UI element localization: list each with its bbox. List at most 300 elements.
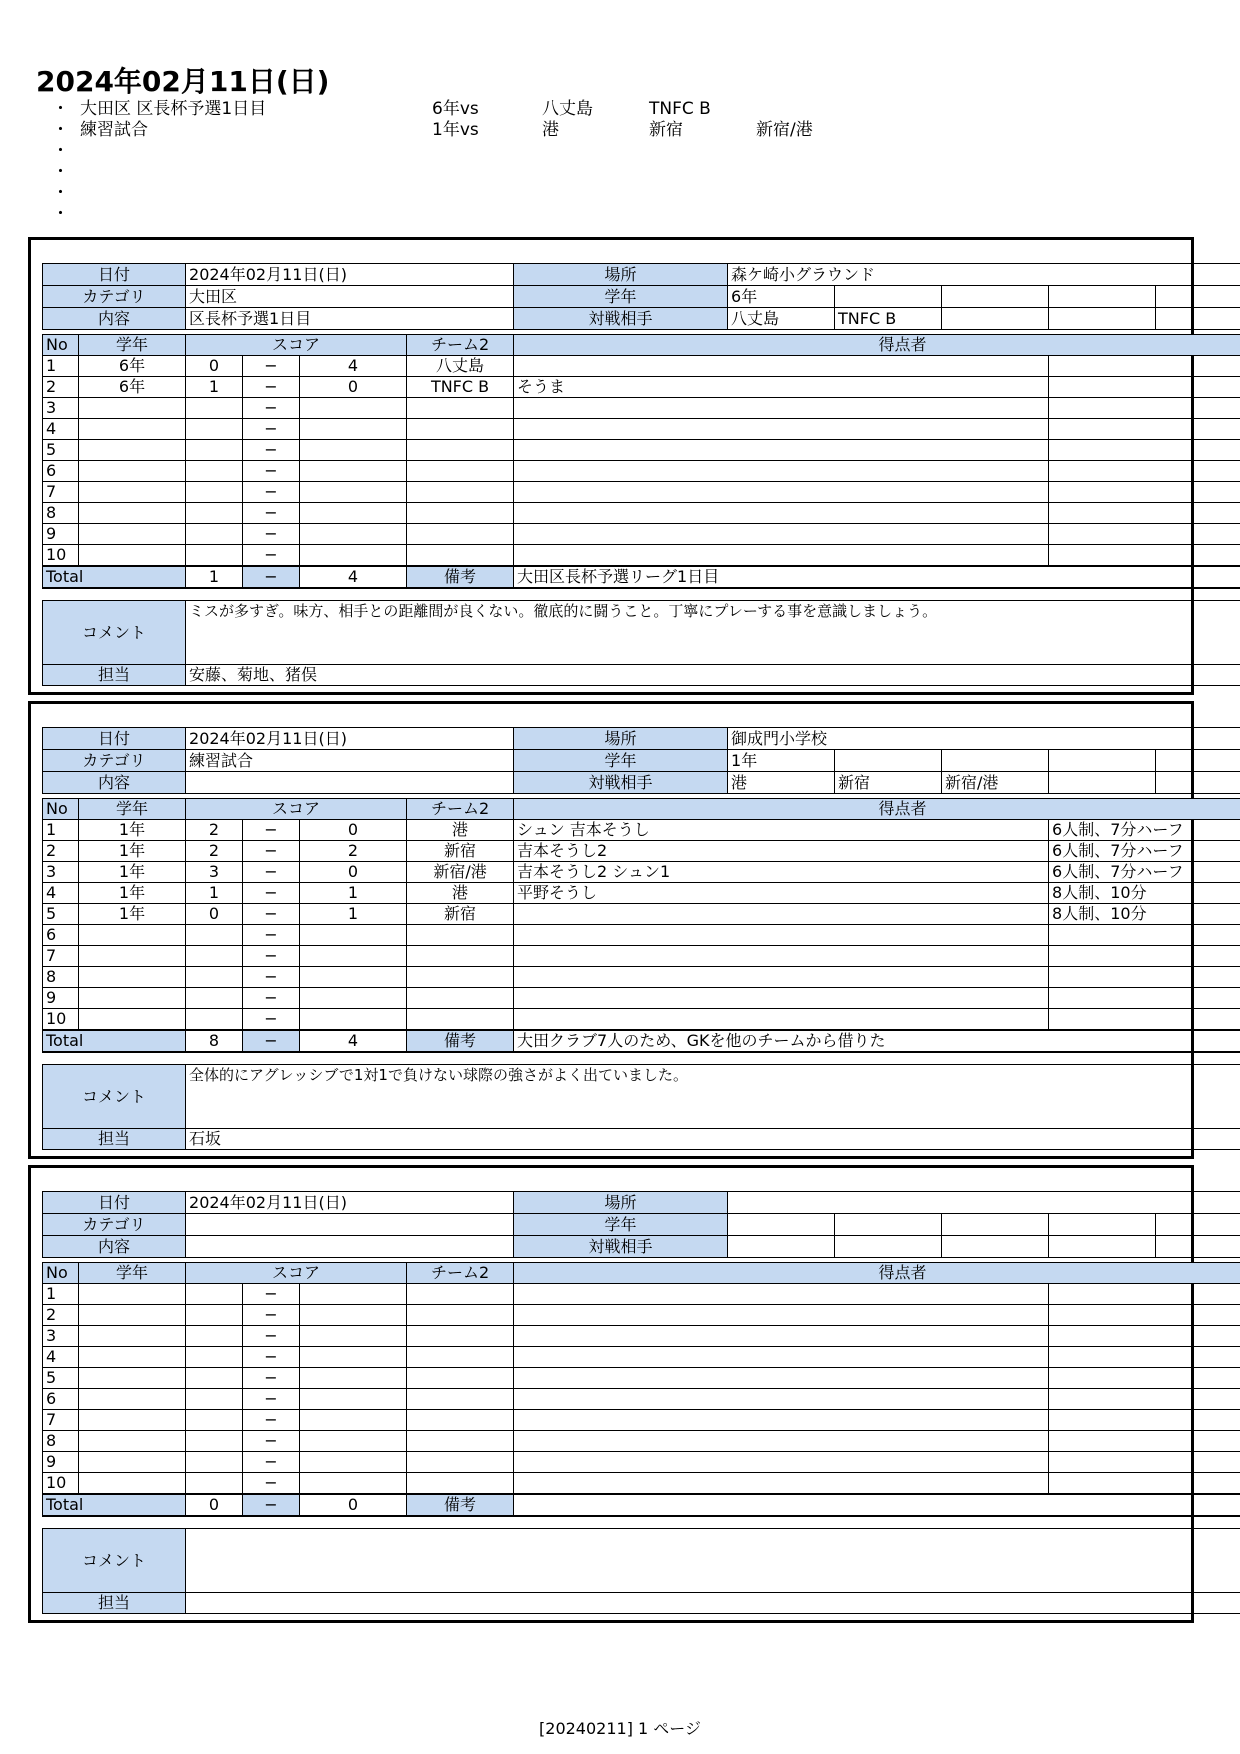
score-dash: − bbox=[243, 1452, 300, 1473]
row-scorer bbox=[514, 1410, 1049, 1431]
row-team2 bbox=[407, 1410, 514, 1431]
row-score-own bbox=[186, 925, 243, 946]
row-no: 7 bbox=[43, 1410, 79, 1431]
match-content: 区長杯予選1日目 bbox=[186, 308, 514, 330]
row-no: 7 bbox=[43, 946, 79, 967]
row-team2 bbox=[407, 1452, 514, 1473]
match-grade: 1年 bbox=[728, 750, 835, 772]
table-row bbox=[43, 503, 1240, 524]
row-score-own: 2 bbox=[186, 820, 243, 841]
match-remarks bbox=[514, 1494, 1240, 1516]
row-grade bbox=[79, 1410, 186, 1431]
cell bbox=[1049, 286, 1156, 308]
label-category: カテゴリ bbox=[43, 1214, 186, 1236]
row-no: 8 bbox=[43, 503, 79, 524]
match-info-table bbox=[42, 727, 1240, 794]
row-team2 bbox=[407, 1389, 514, 1410]
row-note bbox=[1049, 946, 1240, 967]
table-row bbox=[43, 841, 1240, 862]
row-no: 6 bbox=[43, 1389, 79, 1410]
table-row bbox=[43, 988, 1240, 1009]
total-score-own: 0 bbox=[186, 1494, 243, 1516]
cell bbox=[942, 286, 1049, 308]
match-category: 大田区 bbox=[186, 286, 514, 308]
row-team2 bbox=[407, 440, 514, 461]
row-grade bbox=[79, 1431, 186, 1452]
row-no: 1 bbox=[43, 356, 79, 377]
label-opponent: 対戦相手 bbox=[514, 772, 728, 794]
header-scorer: 得点者 bbox=[514, 1263, 1240, 1284]
row-no: 9 bbox=[43, 988, 79, 1009]
match-content bbox=[186, 772, 514, 794]
row-no: 2 bbox=[43, 377, 79, 398]
label-date: 日付 bbox=[43, 728, 186, 750]
row-grade: 1年 bbox=[79, 862, 186, 883]
summary-cell: 6年vs bbox=[432, 99, 479, 119]
row-grade: 1年 bbox=[79, 820, 186, 841]
match-content bbox=[186, 1236, 514, 1258]
row-score-opp bbox=[300, 545, 407, 567]
row-score-opp bbox=[300, 1368, 407, 1389]
row-note bbox=[1049, 1431, 1240, 1452]
score-dash: − bbox=[243, 1284, 300, 1305]
row-score-own bbox=[186, 946, 243, 967]
row-score-own: 0 bbox=[186, 904, 243, 925]
score-dash: − bbox=[243, 398, 300, 419]
opponent-cell: 新宿/港 bbox=[942, 772, 1049, 794]
match-remarks: 大田クラブ7人のため、GKを他のチームから借りた bbox=[514, 1030, 1240, 1052]
row-score-opp: 0 bbox=[300, 377, 407, 398]
row-no: 5 bbox=[43, 440, 79, 461]
row-score-own bbox=[186, 440, 243, 461]
row-scorer bbox=[514, 925, 1049, 946]
comment-table bbox=[42, 1064, 1240, 1150]
total-row bbox=[43, 566, 1240, 588]
label-place: 場所 bbox=[514, 264, 728, 286]
score-dash: − bbox=[243, 1431, 300, 1452]
row-note bbox=[1049, 988, 1240, 1009]
row-scorer bbox=[514, 1473, 1049, 1495]
row-note bbox=[1049, 925, 1240, 946]
score-dash: − bbox=[243, 862, 300, 883]
row-score-own bbox=[186, 461, 243, 482]
cell bbox=[1156, 750, 1240, 772]
row-score-own bbox=[186, 545, 243, 567]
label-notes: 備考 bbox=[407, 1030, 514, 1052]
table-row bbox=[43, 883, 1240, 904]
row-score-own bbox=[186, 1009, 243, 1031]
row-scorer bbox=[514, 482, 1049, 503]
opponent-cell bbox=[942, 1236, 1049, 1258]
score-dash: − bbox=[243, 1305, 300, 1326]
row-grade bbox=[79, 967, 186, 988]
row-note bbox=[1049, 1368, 1240, 1389]
row-scorer: 吉本そうし2 bbox=[514, 841, 1049, 862]
label-grade: 学年 bbox=[514, 750, 728, 772]
match-category: 練習試合 bbox=[186, 750, 514, 772]
table-row bbox=[43, 482, 1240, 503]
row-no: 2 bbox=[43, 841, 79, 862]
row-score-opp bbox=[300, 503, 407, 524]
row-scorer bbox=[514, 1368, 1049, 1389]
row-score-own bbox=[186, 988, 243, 1009]
opponent-cell bbox=[835, 1236, 942, 1258]
label-notes: 備考 bbox=[407, 566, 514, 588]
row-grade: 1年 bbox=[79, 904, 186, 925]
row-team2 bbox=[407, 545, 514, 567]
cell bbox=[942, 750, 1049, 772]
row-team2: 新宿/港 bbox=[407, 862, 514, 883]
opponent-cell: 新宿 bbox=[835, 772, 942, 794]
row-score-own bbox=[186, 1452, 243, 1473]
score-dash: − bbox=[243, 482, 300, 503]
opponent-cell bbox=[1049, 1236, 1156, 1258]
table-row bbox=[43, 1347, 1240, 1368]
bullet-icon: ・ bbox=[52, 120, 69, 140]
header-grade: 学年 bbox=[79, 799, 186, 820]
score-dash: − bbox=[243, 524, 300, 545]
match-comment bbox=[186, 1529, 1240, 1593]
row-note bbox=[1049, 524, 1240, 545]
row-grade bbox=[79, 482, 186, 503]
row-grade bbox=[79, 1473, 186, 1495]
row-score-opp bbox=[300, 1452, 407, 1473]
row-score-opp: 0 bbox=[300, 862, 407, 883]
score-table bbox=[42, 798, 1240, 1053]
label-category: カテゴリ bbox=[43, 286, 186, 308]
row-note bbox=[1049, 1473, 1240, 1495]
row-note: 6人制、7分ハーフ bbox=[1049, 862, 1240, 883]
row-team2 bbox=[407, 1326, 514, 1347]
table-row bbox=[43, 925, 1240, 946]
score-dash: − bbox=[243, 988, 300, 1009]
row-grade: 6年 bbox=[79, 377, 186, 398]
cell bbox=[835, 1214, 942, 1236]
total-score-opp: 0 bbox=[300, 1494, 407, 1516]
table-row bbox=[43, 1410, 1240, 1431]
table-row bbox=[43, 398, 1240, 419]
score-dash: − bbox=[243, 1473, 300, 1495]
row-scorer bbox=[514, 419, 1049, 440]
match-staff: 安藤、菊地、猪俣 bbox=[186, 665, 1240, 686]
row-note: 8人制、10分 bbox=[1049, 883, 1240, 904]
match-staff: 石坂 bbox=[186, 1129, 1240, 1150]
row-note bbox=[1049, 356, 1240, 377]
score-dash: − bbox=[243, 1326, 300, 1347]
comment-table bbox=[42, 600, 1240, 686]
header-grade: 学年 bbox=[79, 335, 186, 356]
opponent-cell bbox=[1156, 1236, 1240, 1258]
row-team2: 新宿 bbox=[407, 904, 514, 925]
row-grade bbox=[79, 1389, 186, 1410]
total-score-opp: 4 bbox=[300, 1030, 407, 1052]
row-score-opp bbox=[300, 1305, 407, 1326]
summary-cell: 練習試合 bbox=[80, 120, 148, 140]
row-grade bbox=[79, 925, 186, 946]
row-note bbox=[1049, 1389, 1240, 1410]
score-dash: − bbox=[243, 1368, 300, 1389]
row-scorer bbox=[514, 503, 1049, 524]
table-row bbox=[43, 1389, 1240, 1410]
page-footer: [20240211] 1 ページ bbox=[539, 1719, 701, 1738]
row-grade bbox=[79, 1305, 186, 1326]
label-grade: 学年 bbox=[514, 286, 728, 308]
row-score-own bbox=[186, 1305, 243, 1326]
row-no: 7 bbox=[43, 482, 79, 503]
row-scorer bbox=[514, 1389, 1049, 1410]
row-scorer bbox=[514, 1347, 1049, 1368]
row-grade bbox=[79, 398, 186, 419]
page-title: 2024年02月11日(日) bbox=[36, 65, 330, 98]
row-no: 10 bbox=[43, 1009, 79, 1031]
row-no: 1 bbox=[43, 820, 79, 841]
row-grade: 1年 bbox=[79, 883, 186, 904]
row-score-opp bbox=[300, 1431, 407, 1452]
row-score-own: 1 bbox=[186, 883, 243, 904]
row-scorer bbox=[514, 1305, 1049, 1326]
row-score-own bbox=[186, 1284, 243, 1305]
row-grade bbox=[79, 988, 186, 1009]
cell bbox=[1049, 750, 1156, 772]
header-team2: チーム2 bbox=[407, 799, 514, 820]
table-row bbox=[43, 1473, 1240, 1495]
row-score-opp bbox=[300, 482, 407, 503]
table-row bbox=[43, 545, 1240, 567]
row-grade bbox=[79, 1347, 186, 1368]
row-score-own bbox=[186, 1410, 243, 1431]
row-scorer bbox=[514, 524, 1049, 545]
score-dash: − bbox=[243, 440, 300, 461]
score-dash: − bbox=[243, 1410, 300, 1431]
row-team2 bbox=[407, 419, 514, 440]
score-dash: − bbox=[243, 566, 300, 588]
row-scorer: シュン 吉本そうし bbox=[514, 820, 1049, 841]
table-row bbox=[43, 904, 1240, 925]
label-comment: コメント bbox=[43, 1065, 186, 1129]
row-scorer bbox=[514, 946, 1049, 967]
row-team2 bbox=[407, 988, 514, 1009]
row-note bbox=[1049, 1009, 1240, 1031]
row-scorer bbox=[514, 904, 1049, 925]
row-note bbox=[1049, 1326, 1240, 1347]
row-team2: TNFC B bbox=[407, 377, 514, 398]
row-score-own: 1 bbox=[186, 377, 243, 398]
header-grade: 学年 bbox=[79, 1263, 186, 1284]
row-note: 8人制、10分 bbox=[1049, 904, 1240, 925]
label-staff: 担当 bbox=[43, 665, 186, 686]
row-no: 5 bbox=[43, 1368, 79, 1389]
table-row bbox=[43, 440, 1240, 461]
row-scorer bbox=[514, 1326, 1049, 1347]
row-score-opp bbox=[300, 461, 407, 482]
score-dash: − bbox=[243, 1347, 300, 1368]
summary-cell: 新宿/港 bbox=[756, 120, 813, 140]
label-total: Total bbox=[43, 1494, 186, 1516]
row-grade bbox=[79, 1284, 186, 1305]
label-place: 場所 bbox=[514, 1192, 728, 1214]
table-row bbox=[43, 1368, 1240, 1389]
score-dash: − bbox=[243, 503, 300, 524]
row-grade bbox=[79, 545, 186, 567]
row-scorer bbox=[514, 356, 1049, 377]
match-grade bbox=[728, 1214, 835, 1236]
row-team2 bbox=[407, 1473, 514, 1495]
match-staff bbox=[186, 1593, 1240, 1614]
row-scorer: そうま bbox=[514, 377, 1049, 398]
header-scorer: 得点者 bbox=[514, 799, 1240, 820]
bullet-icon: ・ bbox=[52, 141, 69, 161]
match-record-section bbox=[28, 701, 1194, 1159]
table-row bbox=[43, 1305, 1240, 1326]
label-content: 内容 bbox=[43, 308, 186, 330]
score-dash: − bbox=[243, 820, 300, 841]
row-no: 5 bbox=[43, 904, 79, 925]
row-score-opp bbox=[300, 946, 407, 967]
table-row bbox=[43, 820, 1240, 841]
label-notes: 備考 bbox=[407, 1494, 514, 1516]
row-no: 9 bbox=[43, 1452, 79, 1473]
row-grade bbox=[79, 440, 186, 461]
row-grade bbox=[79, 524, 186, 545]
row-note bbox=[1049, 503, 1240, 524]
row-grade bbox=[79, 503, 186, 524]
bullet-icon: ・ bbox=[52, 99, 69, 119]
total-row bbox=[43, 1494, 1240, 1516]
opponent-cell: 港 bbox=[728, 772, 835, 794]
row-no: 3 bbox=[43, 862, 79, 883]
match-record-section bbox=[28, 237, 1194, 695]
row-score-own bbox=[186, 1326, 243, 1347]
bullet-icon: ・ bbox=[52, 183, 69, 203]
opponent-cell bbox=[728, 1236, 835, 1258]
label-comment: コメント bbox=[43, 1529, 186, 1593]
row-scorer bbox=[514, 1284, 1049, 1305]
label-date: 日付 bbox=[43, 1192, 186, 1214]
score-table bbox=[42, 334, 1240, 589]
match-place bbox=[728, 1192, 1240, 1214]
cell bbox=[835, 750, 942, 772]
row-scorer bbox=[514, 440, 1049, 461]
table-row bbox=[43, 967, 1240, 988]
row-grade bbox=[79, 461, 186, 482]
cell bbox=[1049, 1214, 1156, 1236]
match-place: 森ケ崎小グラウンド bbox=[728, 264, 1240, 286]
row-no: 6 bbox=[43, 925, 79, 946]
row-score-own bbox=[186, 1389, 243, 1410]
row-scorer bbox=[514, 461, 1049, 482]
row-note bbox=[1049, 461, 1240, 482]
total-row bbox=[43, 1030, 1240, 1052]
row-score-own bbox=[186, 1368, 243, 1389]
row-note: 6人制、7分ハーフ bbox=[1049, 841, 1240, 862]
opponent-cell: 八丈島 bbox=[728, 308, 835, 330]
label-total: Total bbox=[43, 1030, 186, 1052]
row-note bbox=[1049, 545, 1240, 567]
score-dash: − bbox=[243, 883, 300, 904]
summary-cell: 1年vs bbox=[432, 120, 479, 140]
match-remarks: 大田区長杯予選リーグ1日目 bbox=[514, 566, 1240, 588]
row-team2 bbox=[407, 925, 514, 946]
opponent-cell bbox=[1156, 772, 1240, 794]
row-team2: 港 bbox=[407, 820, 514, 841]
row-score-opp bbox=[300, 1389, 407, 1410]
row-score-own bbox=[186, 419, 243, 440]
row-team2 bbox=[407, 503, 514, 524]
row-note bbox=[1049, 1284, 1240, 1305]
table-row bbox=[43, 1284, 1240, 1305]
row-note bbox=[1049, 482, 1240, 503]
opponent-cell bbox=[942, 308, 1049, 330]
row-team2 bbox=[407, 524, 514, 545]
row-note bbox=[1049, 440, 1240, 461]
row-score-opp bbox=[300, 1347, 407, 1368]
label-total: Total bbox=[43, 566, 186, 588]
row-score-own bbox=[186, 503, 243, 524]
match-date: 2024年02月11日(日) bbox=[186, 728, 514, 750]
match-comment: ミスが多すぎ。味方、相手との距離間が良くない。徹底的に闘うこと。丁寧にプレーする事を意識しましょう。 bbox=[186, 601, 1240, 665]
row-note bbox=[1049, 1410, 1240, 1431]
row-score-opp bbox=[300, 524, 407, 545]
summary-cell: 港 bbox=[542, 120, 559, 140]
row-score-opp bbox=[300, 1284, 407, 1305]
row-score-opp bbox=[300, 1410, 407, 1431]
row-score-opp bbox=[300, 988, 407, 1009]
row-team2: 八丈島 bbox=[407, 356, 514, 377]
header-scorer: 得点者 bbox=[514, 335, 1240, 356]
row-no: 10 bbox=[43, 545, 79, 567]
score-dash: − bbox=[243, 356, 300, 377]
row-no: 2 bbox=[43, 1305, 79, 1326]
match-info-table bbox=[42, 1191, 1240, 1258]
row-grade bbox=[79, 1326, 186, 1347]
match-info-table bbox=[42, 263, 1240, 330]
row-no: 8 bbox=[43, 967, 79, 988]
table-row bbox=[43, 862, 1240, 883]
row-grade bbox=[79, 1009, 186, 1031]
row-note bbox=[1049, 1347, 1240, 1368]
row-score-opp bbox=[300, 967, 407, 988]
match-comment: 全体的にアグレッシブで1対1で負けない球際の強さがよく出ていました。 bbox=[186, 1065, 1240, 1129]
bullet-icon: ・ bbox=[52, 162, 69, 182]
score-dash: − bbox=[243, 904, 300, 925]
row-team2 bbox=[407, 1009, 514, 1031]
row-no: 3 bbox=[43, 1326, 79, 1347]
row-grade bbox=[79, 1368, 186, 1389]
label-category: カテゴリ bbox=[43, 750, 186, 772]
row-note bbox=[1049, 419, 1240, 440]
row-grade bbox=[79, 419, 186, 440]
bullet-icon: ・ bbox=[52, 204, 69, 224]
row-no: 4 bbox=[43, 883, 79, 904]
row-no: 10 bbox=[43, 1473, 79, 1495]
label-content: 内容 bbox=[43, 772, 186, 794]
match-category bbox=[186, 1214, 514, 1236]
table-row bbox=[43, 1009, 1240, 1031]
row-note bbox=[1049, 1452, 1240, 1473]
row-score-own: 2 bbox=[186, 841, 243, 862]
row-score-opp bbox=[300, 1009, 407, 1031]
row-scorer bbox=[514, 1431, 1049, 1452]
header-team2: チーム2 bbox=[407, 1263, 514, 1284]
score-dash: − bbox=[243, 1030, 300, 1052]
match-date: 2024年02月11日(日) bbox=[186, 1192, 514, 1214]
match-place: 御成門小学校 bbox=[728, 728, 1240, 750]
row-score-own: 3 bbox=[186, 862, 243, 883]
score-dash: − bbox=[243, 1389, 300, 1410]
summary-cell: 新宿 bbox=[649, 120, 683, 140]
score-dash: − bbox=[243, 545, 300, 567]
total-score-own: 1 bbox=[186, 566, 243, 588]
